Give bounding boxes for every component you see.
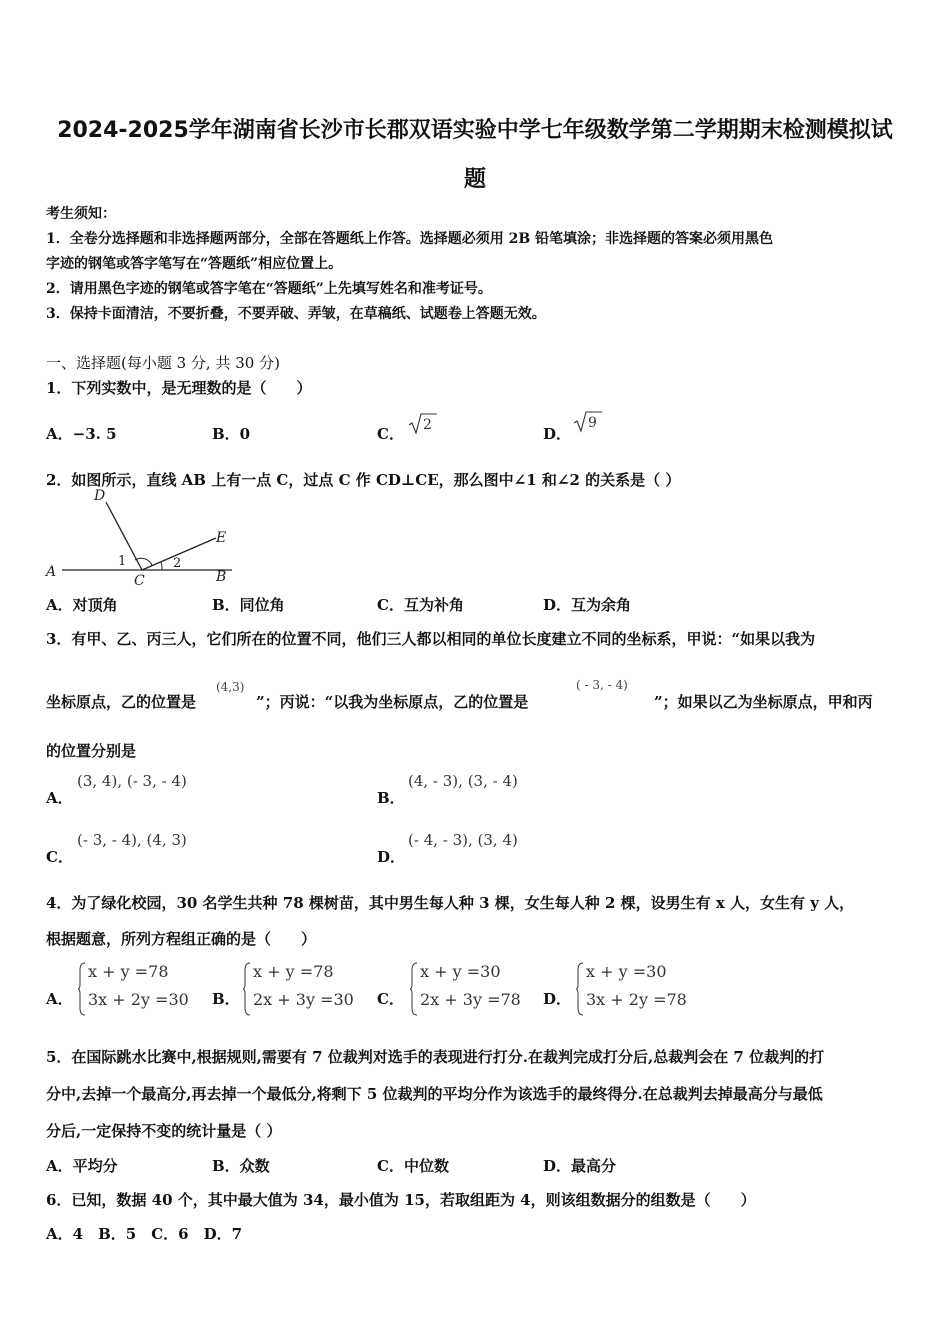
- q2-stem: 2．如图所示，直线 AB 上有一点 C，过点 C 作 CD⊥CE，那么图中∠1 和∠2 的关系是（ ）: [46, 471, 681, 489]
- brace-icon: [243, 962, 251, 1016]
- q1-option-c: C．: [377, 425, 404, 443]
- q6-options: A．4 B．5 C．6 D．7: [46, 1225, 243, 1243]
- q3-line1: 3．有甲、乙、丙三人，它们所在的位置不同，他们三人都以相同的单位长度建立不同的坐标系，甲说：“如果以我为: [46, 630, 816, 648]
- q4-a-eq2: 3x + 2y =30: [88, 990, 189, 1009]
- label-e: E: [216, 530, 227, 546]
- q4-c-eq2: 2x + 3y =78: [420, 990, 521, 1009]
- section-heading: 一、选择题(每小题 3 分, 共 30 分): [46, 354, 280, 372]
- label-c: C: [134, 573, 145, 586]
- exam-title-line1: 2024-2025学年湖南省长沙市长郡双语实验中学七年级数学第二学期期末检测模拟试: [57, 118, 893, 143]
- q3-option-c-label: C．: [46, 848, 73, 866]
- q4-b-eq1: x + y =78: [253, 962, 334, 981]
- angle-2-arc: [161, 562, 162, 570]
- q3-line3: 的位置分别是: [46, 742, 137, 760]
- label-d: D: [94, 488, 106, 504]
- q3-option-c-value: (- 3, - 4), (4, 3): [77, 831, 187, 849]
- q4-option-d-label: D．: [543, 990, 572, 1008]
- label-b: B: [216, 569, 227, 585]
- q1-d-radicand: 9: [588, 415, 597, 431]
- q3-coord-yi-from-bing: ( - 3, - 4): [576, 678, 628, 692]
- notice-item-1a: 1．全卷分选择题和非选择题两部分，全部在答题纸上作答。选择题必须用 2B 铅笔填涂；非选择题的答案必须用黑色: [46, 231, 774, 247]
- label-a: A: [46, 564, 57, 580]
- q3-option-d-value: (- 4, - 3), (3, 4): [408, 831, 518, 849]
- q3-option-b-label: B．: [377, 789, 405, 807]
- q1-option-a: A．−3. 5: [46, 425, 117, 443]
- q3-option-a-label: A．: [46, 789, 73, 807]
- q3-option-a-value: (3, 4), (- 3, - 4): [77, 772, 187, 790]
- q4-line2: 根据题意，所列方程组正确的是（ ）: [46, 930, 317, 948]
- q5-option-d: D．最高分: [543, 1157, 617, 1175]
- q5-line2: 分中,去掉一个最高分,再去掉一个最低分,将剩下 5 位裁判的平均分作为该选手的最终得分.在总裁判去掉最高分与最低: [46, 1085, 823, 1103]
- q2-option-c: C．互为补角: [377, 596, 464, 614]
- exam-title-line2: 题: [463, 167, 486, 192]
- q5-line3: 分后,一定保持不变的统计量是（ ）: [46, 1122, 282, 1140]
- q5-option-c: C．中位数: [377, 1157, 449, 1175]
- q1-option-b: B．0: [212, 425, 251, 443]
- q4-c-eq1: x + y =30: [420, 962, 501, 981]
- q1-option-d: D．: [543, 425, 572, 443]
- label-angle-1: 1: [118, 554, 127, 569]
- q2-option-a: A．对顶角: [46, 596, 118, 614]
- q4-option-c-label: C．: [377, 990, 404, 1008]
- q3-option-b-value: (4, - 3), (3, - 4): [408, 772, 518, 790]
- q3-line2b: ”；丙说：“以我为坐标原点，乙的位置是: [256, 693, 529, 711]
- q3-line2a: 坐标原点，乙的位置是: [46, 693, 197, 711]
- q3-option-d-label: D．: [377, 848, 406, 866]
- q1-sqrt-9: [573, 410, 603, 434]
- q4-b-eq2: 2x + 3y =30: [253, 990, 354, 1009]
- q4-d-eq1: x + y =30: [586, 962, 667, 981]
- q1-stem: 1．下列实数中，是无理数的是（ ）: [46, 379, 312, 397]
- q5-option-b: B．众数: [212, 1157, 270, 1175]
- q2-figure: [40, 486, 240, 586]
- q4-line1: 4．为了绿化校园，30 名学生共种 78 棵树苗，其中男生每人种 3 棵，女生每人种 2 棵，设男生有 x 人，女生有 y 人，: [46, 894, 855, 912]
- q1-sqrt-2: [408, 412, 438, 436]
- q5-line1: 5．在国际跳水比赛中,根据规则,需要有 7 位裁判对选手的表现进行打分.在裁判完成打分后,总裁判会在 7 位裁判的打: [46, 1048, 825, 1066]
- q2-option-d: D．互为余角: [543, 596, 632, 614]
- q4-option-a-label: A．: [46, 990, 73, 1008]
- q4-d-eq2: 3x + 2y =78: [586, 990, 687, 1009]
- notice-heading: 考生须知：: [46, 206, 116, 222]
- label-angle-2: 2: [173, 556, 182, 571]
- q4-a-eq1: x + y =78: [88, 962, 169, 981]
- q1-c-radicand: 2: [423, 417, 432, 433]
- q6-stem: 6．已知，数据 40 个，其中最大值为 34，最小值为 15，若取组距为 4，则该组数据分的组数是（ ）: [46, 1191, 756, 1209]
- notice-item-2: 2．请用黑色字迹的钢笔或答字笔在“答题纸”上先填写姓名和准考证号。: [46, 281, 492, 297]
- q5-option-a: A．平均分: [46, 1157, 118, 1175]
- brace-icon: [576, 962, 584, 1016]
- q4-option-b-label: B．: [212, 990, 240, 1008]
- brace-icon: [410, 962, 418, 1016]
- q2-option-b: B．同位角: [212, 596, 285, 614]
- notice-item-3: 3．保持卡面清洁，不要折叠，不要弄破、弄皱，在草稿纸、试题卷上答题无效。: [46, 306, 546, 322]
- notice-item-1b: 字迹的钢笔或答字笔写在“答题纸”相应位置上。: [46, 256, 343, 272]
- q3-coord-yi-from-jia: (4,3): [216, 680, 245, 694]
- brace-icon: [78, 962, 86, 1016]
- q3-line2c: ”；如果以乙为坐标原点，甲和丙: [654, 693, 873, 711]
